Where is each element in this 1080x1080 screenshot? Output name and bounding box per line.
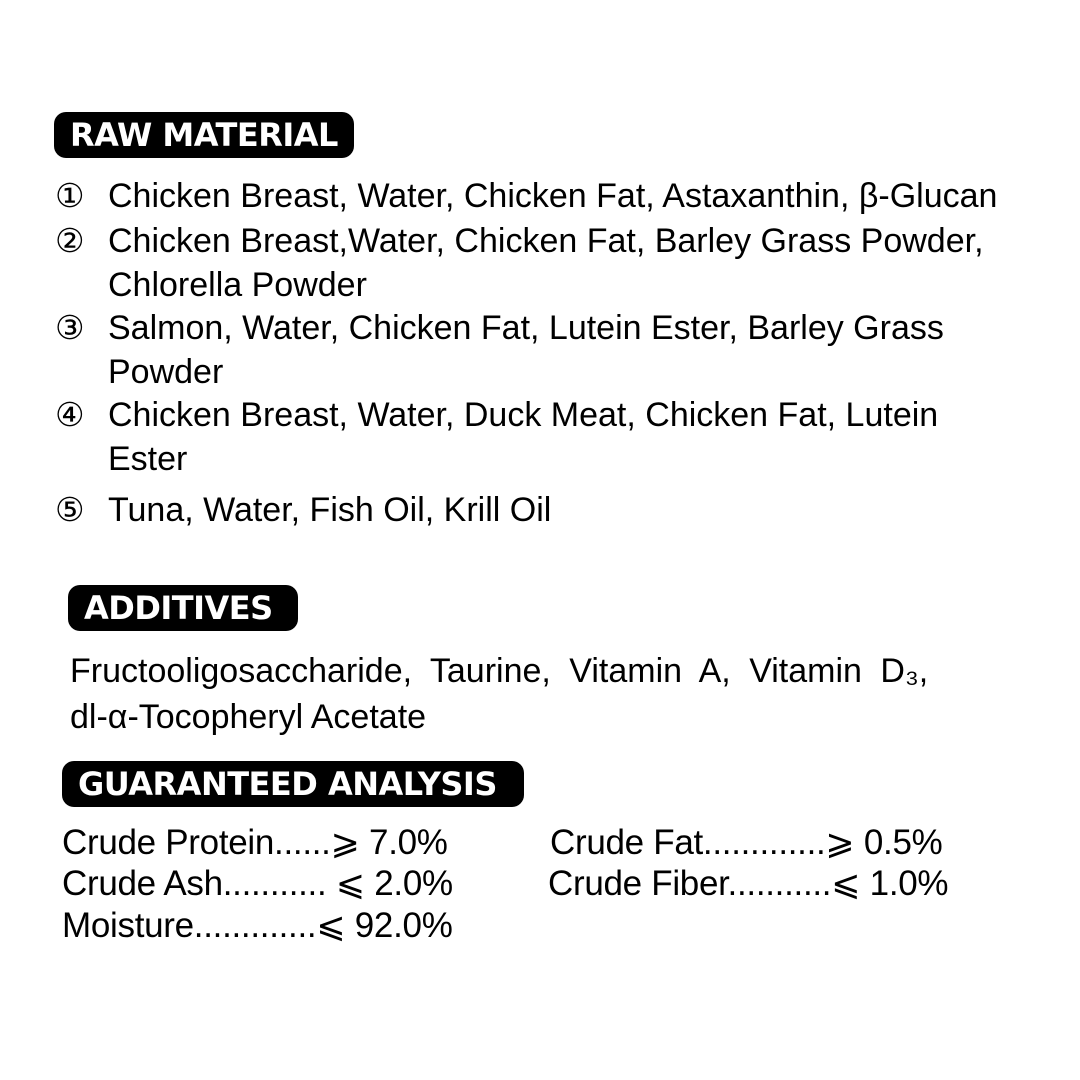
item-number: ③ xyxy=(55,308,85,347)
item-text xyxy=(108,219,984,307)
guaranteed-analysis-heading: GUARANTEED ANALYSIS xyxy=(62,761,524,807)
item-line: Chicken Breast,Water, Chicken Fat, Barley Grass Powder, xyxy=(108,222,984,260)
item-line: Powder xyxy=(108,353,224,391)
additives-heading: ADDITIVES xyxy=(68,585,298,631)
item-text xyxy=(108,393,938,481)
item-text xyxy=(108,306,944,394)
item-line: Ester xyxy=(108,440,188,478)
item-number: ④ xyxy=(55,395,85,434)
crude-protein-row: Crude Protein......⩾ 7.0% xyxy=(62,823,448,862)
crude-fiber-row: Crude Fiber...........⩽ 1.0% xyxy=(548,864,949,903)
item-line: Chicken Breast, Water, Duck Meat, Chicken Fat, Lutein xyxy=(108,396,939,434)
crude-ash-row: Crude Ash........... ⩽ 2.0% xyxy=(62,864,453,903)
item-line: Salmon, Water, Chicken Fat, Lutein Ester, Barley Grass xyxy=(108,309,944,347)
raw-material-heading: RAW MATERIAL xyxy=(54,112,354,158)
crude-fat-row: Crude Fat.............⩾ 0.5% xyxy=(550,823,943,862)
item-text xyxy=(108,488,551,532)
additives-line: Fructooligosaccharide, Taurine, Vitamin A, Vitamin D₃, xyxy=(70,652,929,690)
item-number: ② xyxy=(55,221,85,260)
item-line: Chlorella Powder xyxy=(108,266,367,304)
item-line: Chicken Breast, Water, Chicken Fat, Astaxanthin, β-Glucan xyxy=(108,177,998,215)
item-number: ① xyxy=(55,176,85,215)
moisture-row: Moisture.............⩽ 92.0% xyxy=(62,906,453,945)
item-text xyxy=(108,174,997,218)
additives-text xyxy=(70,648,1015,740)
additives-line: dl-α-Tocopheryl Acetate xyxy=(70,698,427,736)
item-line: Tuna, Water, Fish Oil, Krill Oil xyxy=(108,491,552,529)
item-number: ⑤ xyxy=(55,490,85,529)
